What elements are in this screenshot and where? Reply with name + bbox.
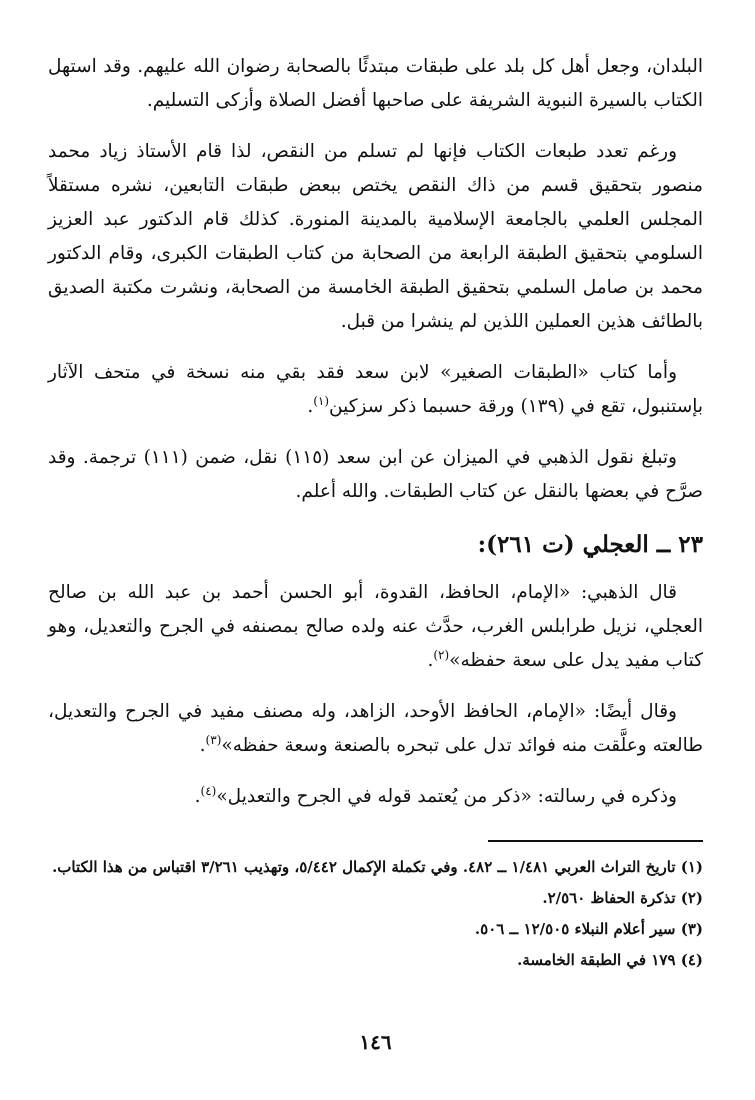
paragraph-1: البلدان، وجعل أهل كل بلد على طبقات مبتدئًا بالصحابة رضوان الله عليهم. وقد استهل الكتاب بالسيرة النبوية الشريفة على صاحبها أفضل الصلاة وأزكى التسليم. xyxy=(48,56,703,111)
footnote-ref-2[interactable]: (٢) xyxy=(433,647,450,662)
document-page xyxy=(48,50,703,1080)
section-paragraph-1: قال الذهبي: «الإمام، الحافظ، القدوة، أبو الحسن أحمد بن عبد الله بن صالح العجلي، نزيل طرابلس الغرب، حدَّث عنه ولده صالح بمصنفه في الجرح والتعديل، وهو كتاب مفيد يدل على سعة حفظه»$^{(٢)}$. xyxy=(48,582,703,671)
paragraph-3-text: وأما كتاب «الطبقات الصغير» لابن سعد فقد بقي منه نسخة في متحف الآثار بإستنبول، تقع في (١٣٩) ورقة حسبما ذكر سزكين xyxy=(48,362,703,417)
page-number: ١٤٦ xyxy=(359,1030,392,1054)
section-paragraph-3-text: وذكره في رسالته: «ذكر من يُعتمد قوله في الجرح والتعديل» xyxy=(216,786,677,807)
section-heading: ٢٣ ــ العجلي (ت ٢٦١): xyxy=(477,531,703,558)
footnote-ref-1[interactable]: (١) xyxy=(313,393,330,408)
paragraph-3: وأما كتاب «الطبقات الصغير» لابن سعد فقد بقي منه نسخة في متحف الآثار بإستنبول، تقع في (١٣٩) ورقة حسبما ذكر سزكين$^{(١)}$. xyxy=(48,362,703,417)
footnote-ref-3[interactable]: (٣) xyxy=(205,732,222,747)
section-paragraph-2-text: وقال أيضًا: «الإمام، الحافظ الأوحد، الزاهد، وله مصنف مفيد في الجرح والتعديل، طالعته وعلَّقت منه فوائد تدل على تبحره بالصنعة وسعة حفظه» xyxy=(48,701,703,756)
footnote-divider xyxy=(488,840,703,842)
footnote-3: (٣) سير أعلام النبلاء ١٢/٥٠٥ ــ ٥٠٦. xyxy=(474,920,703,938)
footnote-ref-4[interactable]: (٤) xyxy=(200,783,217,798)
section-paragraph-1-text: قال الذهبي: «الإمام، الحافظ، القدوة، أبو الحسن أحمد بن عبد الله بن صالح العجلي، نزيل طرابلس الغرب، حدَّث عنه ولده صالح بمصنفه في الجرح والتعديل، وهو كتاب مفيد يدل على سعة حفظه» xyxy=(48,582,703,671)
footnote-2: (٢) تذكرة الحفاظ ٢/٥٦٠. xyxy=(542,889,703,907)
footnotes xyxy=(48,852,703,976)
paragraph-4: وتبلغ نقول الذهبي في الميزان عن ابن سعد (١١٥) نقل، ضمن (١١١) ترجمة. وقد صرَّح في بعضها بالنقل عن كتاب الطبقات. والله أعلم. xyxy=(48,447,703,502)
footnote-1: (١) تاريخ التراث العربي ١/٤٨١ ــ ٤٨٢. وفي تكملة الإكمال ٥/٤٤٢، وتهذيب ٣/٢٦١ اقتباس من هذا الكتاب. xyxy=(52,858,703,876)
footnote-4: (٤) ١٧٩ في الطبقة الخامسة. xyxy=(517,951,703,969)
paragraph-2: ورغم تعدد طبعات الكتاب فإنها لم تسلم من النقص، لذا قام الأستاذ زياد محمد منصور بتحقيق قسم من ذاك النقص يختص ببعض طبقات التابعين، نشره مستقلاً المجلس العلمي بالجامعة الإسلامية بالمدينة المنورة. كذلك قام الدكتور عبد العزيز السلومي بتحقيق الطبقة الرابعة من الصحابة من كتاب الطبقات الكبرى، وقام الدكتور محمد بن صامل السلمي بتحقيق الطبقة الخامسة من الصحابة، ونشرت مكتبة الصديق بالطائف هذين العملين اللذين لم ينشرا من قبل. xyxy=(48,141,703,332)
section-paragraph-2: وقال أيضًا: «الإمام، الحافظ الأوحد، الزاهد، وله مصنف مفيد في الجرح والتعديل، طالعته وعلَّقت منه فوائد تدل على تبحره بالصنعة وسعة حفظه»$^{(٣)}$. xyxy=(48,701,703,756)
section-paragraph-3: وذكره في رسالته: «ذكر من يُعتمد قوله في الجرح والتعديل»$^{(٤)}$. xyxy=(194,783,677,807)
